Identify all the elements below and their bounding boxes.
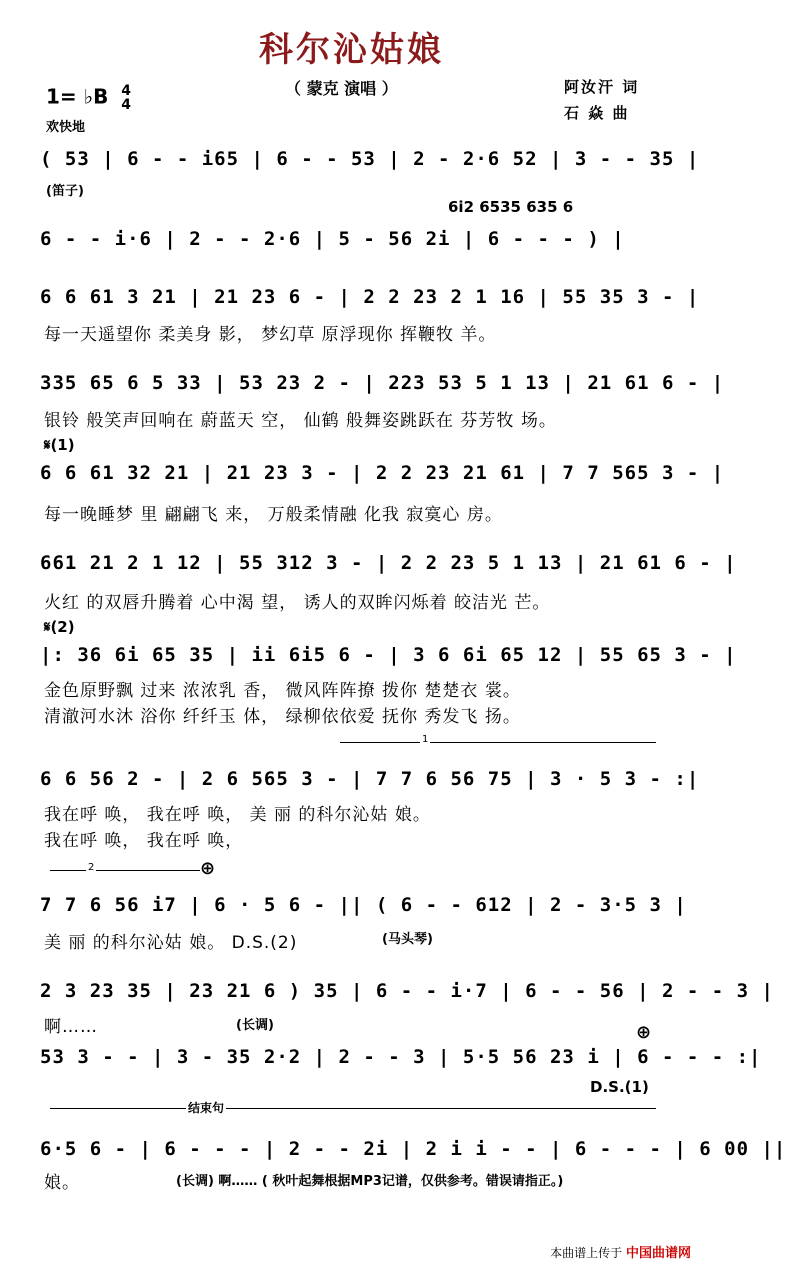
instrument-note: (笛子) xyxy=(46,184,84,199)
composer: 石 焱 曲 xyxy=(564,104,630,122)
segno-2: 𝄋(2) xyxy=(44,618,75,636)
changdiao-note: (长调) xyxy=(236,1018,274,1033)
lyric-line-8a: 我在呼 唤， 我在呼 唤， 美 丽 的科尔沁姑 娘。 xyxy=(44,805,431,825)
site-logo[interactable]: 中国曲谱网 xyxy=(625,1246,691,1261)
notation-line-10: 2 3 23 35 | 23 21 6 ) 35 | 6 - - i·7 | 6 - - 56 | 2 - - 3 | xyxy=(40,980,774,1002)
notation-line-3: 6 6 61 3 21 | 21 23 6 - | 2 2 23 2 1 16 | 55 35 3 - | xyxy=(40,286,700,308)
footer xyxy=(550,1242,691,1261)
notation-line-2: 6 - - i·6 | 2 - - 2·6 | 5 - 56 2i | 6 - - - ) | xyxy=(40,228,625,250)
notation-line-12: 6·5 6 - | 6 - - - | 2 - - 2i | 2 i i - - | 6 - - - | 6 00 || xyxy=(40,1138,786,1160)
lyric-line-7a: 金色原野飘 过来 浓浓乳 香， 微风阵阵撩 拨你 楚楚衣 裳。 xyxy=(44,681,521,701)
footer-text: 本曲谱上传于 xyxy=(550,1246,623,1260)
lyric-line-4: 银铃 般笑声回响在 蔚蓝天 空， 仙鹤 般舞姿跳跃在 芬芳牧 场。 xyxy=(44,411,557,431)
time-signature: 4 4 xyxy=(121,83,132,113)
lyric-line-12: 娘。 xyxy=(44,1173,80,1193)
performer: （ 蒙克 演唱 ） xyxy=(285,79,398,98)
lyricist: 阿汝汗 词 xyxy=(564,78,640,96)
ending-bracket: 结束句 xyxy=(50,1108,656,1109)
key-signature xyxy=(46,84,131,112)
upper-notation: 6i2 6535 635 6 xyxy=(448,198,574,216)
volta-bracket-1: 1 xyxy=(340,742,656,743)
coda-icon-2: ⊕ xyxy=(636,1022,652,1043)
lyric-line-5: 每一晚睡梦 里 翩翩飞 来， 万般柔情融 化我 寂寞心 房。 xyxy=(44,505,503,525)
lyric-line-7b: 清澈河水沐 浴你 纤纤玉 体， 绿柳依依爱 抚你 秀发飞 扬。 xyxy=(44,707,521,727)
notation-line-1: ( 53 | 6 - - i65 | 6 - - 53 | 2 - 2·6 52 | 3 - - 35 | xyxy=(40,148,700,170)
tempo-marking: 欢快地 xyxy=(46,120,86,135)
segno-1: 𝄋(1) xyxy=(44,436,75,454)
notation-line-7: |: 36 6i 65 35 | ii 6i5 6 - | 3 6 6i 65 12 | 55 65 3 - | xyxy=(40,644,737,666)
notation-line-4: 335 65 6 5 33 | 53 23 2 - | 223 53 5 1 13 | 21 61 6 - | xyxy=(40,372,725,394)
notation-line-6: 661 21 2 1 12 | 55 312 3 - | 2 2 23 5 1 13 | 21 61 6 - | xyxy=(40,552,737,574)
coda-icon: ⊕ xyxy=(200,858,216,879)
song-title: 科尔沁姑娘 xyxy=(259,30,444,70)
lyric-line-6: 火红 的双唇升腾着 心中渴 望， 诱人的双眸闪烁着 皎洁光 芒。 xyxy=(44,593,551,613)
instrument-note-2: (马头琴) xyxy=(382,932,433,947)
lyric-line-3: 每一天遥望你 柔美身 影， 梦幻草 原浮现你 挥鞭牧 羊。 xyxy=(44,325,497,345)
key-label: 1= ♭B xyxy=(46,84,109,109)
lyric-line-9: 美 丽 的科尔沁姑 娘。 D.S.(2) xyxy=(44,933,298,953)
ending-note: (长调) 啊…… ( 秋叶起舞根据MP3记谱，仅供参考。错误请指正。) xyxy=(176,1174,564,1189)
volta-bracket-2: 2 xyxy=(50,870,200,871)
dal-segno-1: D.S.(1) xyxy=(590,1078,649,1096)
notation-line-9: 7 7 6 56 i7 | 6 · 5 6 - || ( 6 - - 612 | 2 - 3·5 3 | xyxy=(40,894,687,916)
notation-line-11: 53 3 - - | 3 - 35 2·2 | 2 - - 3 | 5·5 56 23 i | 6 - - - :| xyxy=(40,1046,762,1068)
lyric-line-10: 啊…… xyxy=(44,1017,98,1037)
notation-line-5: 6 6 61 32 21 | 21 23 3 - | 2 2 23 21 61 | 7 7 565 3 - | xyxy=(40,462,725,484)
lyric-line-8b: 我在呼 唤， 我在呼 唤， xyxy=(44,831,244,851)
notation-line-8: 6 6 56 2 - | 2 6 565 3 - | 7 7 6 56 75 | 3 · 5 3 - :| xyxy=(40,768,700,790)
